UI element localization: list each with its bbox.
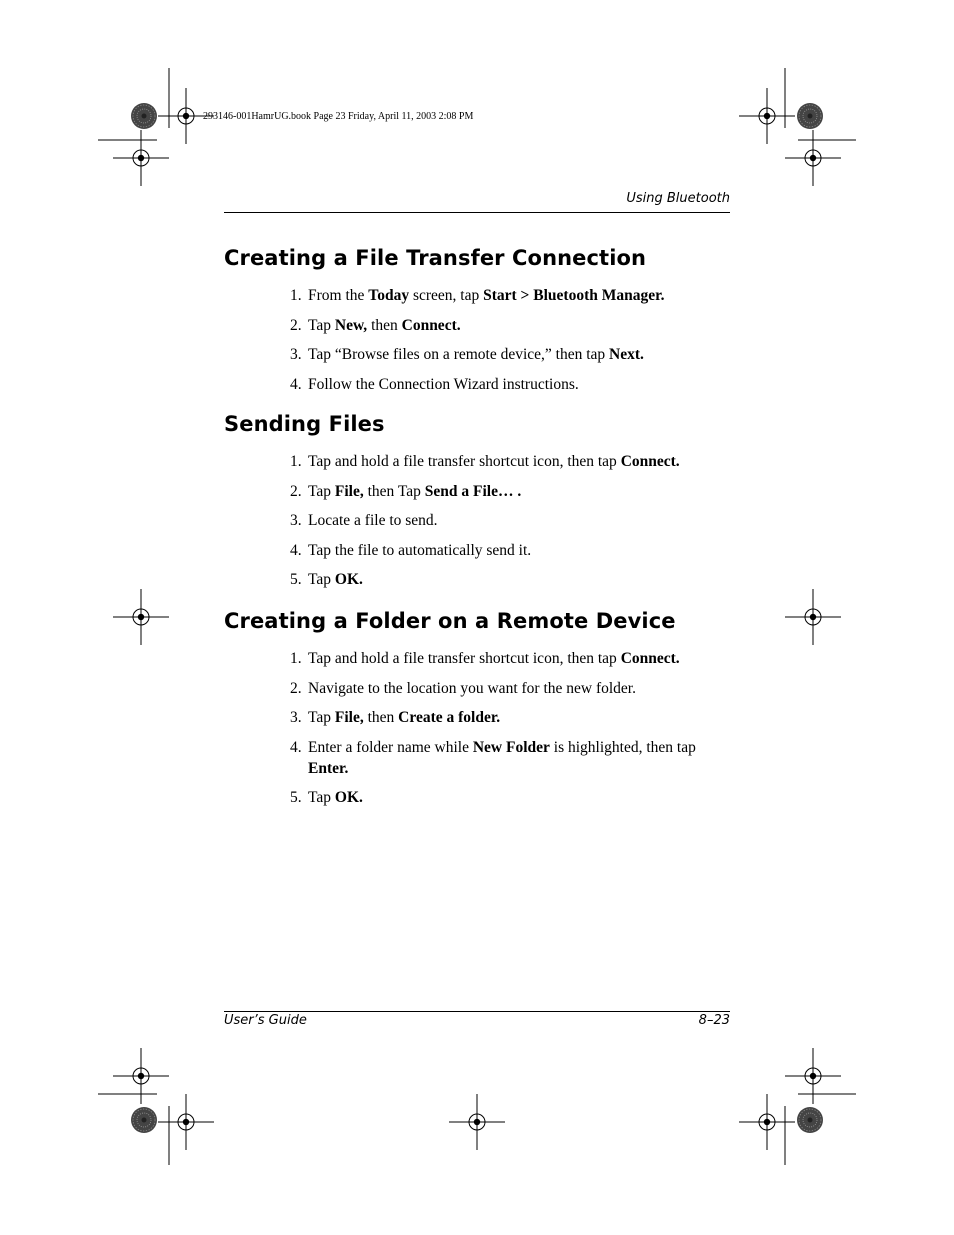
- section-file-transfer-connection: [224, 245, 730, 403]
- step-number: 5.: [290, 789, 302, 806]
- step-emphasis: New,: [334, 316, 368, 334]
- registration-mark: [739, 1094, 795, 1150]
- registration-mark: [785, 1048, 841, 1104]
- step-text: screen, tap: [409, 287, 484, 304]
- star-target-mark: [797, 103, 823, 129]
- step-emphasis: OK.: [334, 571, 363, 588]
- section-heading: Sending Files: [224, 412, 385, 436]
- footer-rule: [224, 1011, 730, 1012]
- running-header: Using Bluetooth: [626, 191, 730, 206]
- step-number: 4.: [290, 738, 302, 756]
- step-item: [224, 481, 730, 502]
- steps-list: [224, 648, 730, 808]
- step-text: Tap “Browse files on a remote device,” then tap: [308, 346, 610, 363]
- header-rule: [224, 212, 730, 213]
- step-item: [224, 737, 730, 779]
- step-emphasis: Connect.: [401, 316, 461, 334]
- step-text: then: [363, 709, 399, 726]
- registration-mark: [158, 1094, 214, 1150]
- step-text: Tap: [308, 571, 335, 588]
- step-item: [224, 707, 730, 728]
- step-number: 2.: [290, 316, 302, 334]
- step-item: [224, 510, 730, 531]
- step-number: 1.: [290, 287, 302, 304]
- step-item: [224, 787, 730, 808]
- section-create-folder-remote: [224, 608, 730, 817]
- step-emphasis: Connect.: [620, 453, 680, 470]
- page-number: 8–23: [698, 1013, 730, 1028]
- registration-mark: [785, 589, 841, 645]
- step-item: [224, 569, 730, 590]
- step-emphasis: Enter.: [308, 759, 349, 777]
- step-text: then: [367, 316, 402, 334]
- step-number: 3.: [290, 709, 302, 726]
- step-emphasis: New Folder: [472, 738, 550, 756]
- step-text: Tap and hold a file transfer shortcut icon, then tap: [308, 453, 621, 470]
- step-number: 4.: [290, 375, 302, 393]
- step-text: Tap: [308, 789, 335, 806]
- step-emphasis: Connect.: [620, 650, 680, 667]
- step-text: is highlighted, then tap: [549, 738, 696, 756]
- step-number: 2.: [290, 679, 302, 697]
- registration-mark: [113, 589, 169, 645]
- step-text: Locate a file to send.: [308, 512, 438, 529]
- step-text: Tap and hold a file transfer shortcut icon, then tap: [308, 650, 621, 667]
- registration-mark: [785, 130, 841, 186]
- star-target-mark: [131, 1107, 157, 1133]
- step-item: [224, 374, 730, 395]
- step-text: Tap the file to automatically send it.: [308, 541, 532, 559]
- footer-guide-title: User’s Guide: [224, 1013, 307, 1028]
- step-number: 1.: [290, 453, 302, 470]
- step-text: Tap: [308, 316, 335, 334]
- star-target-mark: [797, 1107, 823, 1133]
- registration-mark: [449, 1094, 505, 1150]
- step-item: [224, 285, 730, 306]
- step-item: [224, 344, 730, 365]
- step-number: 4.: [290, 541, 302, 559]
- step-emphasis: File,: [334, 709, 364, 726]
- registration-mark: [739, 88, 795, 144]
- step-text: Tap: [308, 482, 335, 500]
- step-item: [224, 451, 730, 472]
- step-emphasis: Start > Bluetooth Manager.: [483, 287, 665, 304]
- step-emphasis: File,: [334, 482, 364, 500]
- step-text: Enter a folder name while: [308, 738, 473, 756]
- step-number: 3.: [290, 512, 302, 529]
- registration-mark: [113, 130, 169, 186]
- star-target-mark: [131, 103, 157, 129]
- step-text: then Tap: [363, 482, 425, 500]
- section-sending-files: [224, 411, 730, 599]
- step-text: Navigate to the location you want for the new folder.: [308, 679, 636, 697]
- steps-list: [224, 451, 730, 590]
- step-number: 1.: [290, 650, 302, 667]
- step-number: 2.: [290, 482, 302, 500]
- steps-list: [224, 285, 730, 395]
- print-slug: 293146-001HamrUG.book Page 23 Friday, April 11, 2003 2:08 PM: [203, 111, 474, 122]
- step-emphasis: Next.: [609, 346, 644, 363]
- section-heading: Creating a Folder on a Remote Device: [224, 609, 676, 633]
- step-emphasis: Send a File… .: [424, 482, 522, 500]
- step-number: 5.: [290, 571, 302, 588]
- step-item: [224, 315, 730, 336]
- step-emphasis: Today: [368, 287, 410, 304]
- section-heading: Creating a File Transfer Connection: [224, 246, 647, 270]
- step-item: [224, 648, 730, 669]
- step-emphasis: OK.: [334, 789, 363, 806]
- step-text: From the: [308, 287, 369, 304]
- step-emphasis: Create a folder.: [398, 709, 501, 726]
- step-text: Follow the Connection Wizard instructions.: [308, 375, 579, 393]
- step-number: 3.: [290, 346, 302, 363]
- step-item: [224, 540, 730, 561]
- step-item: [224, 678, 730, 699]
- step-text: Tap: [308, 709, 335, 726]
- registration-mark: [113, 1048, 169, 1104]
